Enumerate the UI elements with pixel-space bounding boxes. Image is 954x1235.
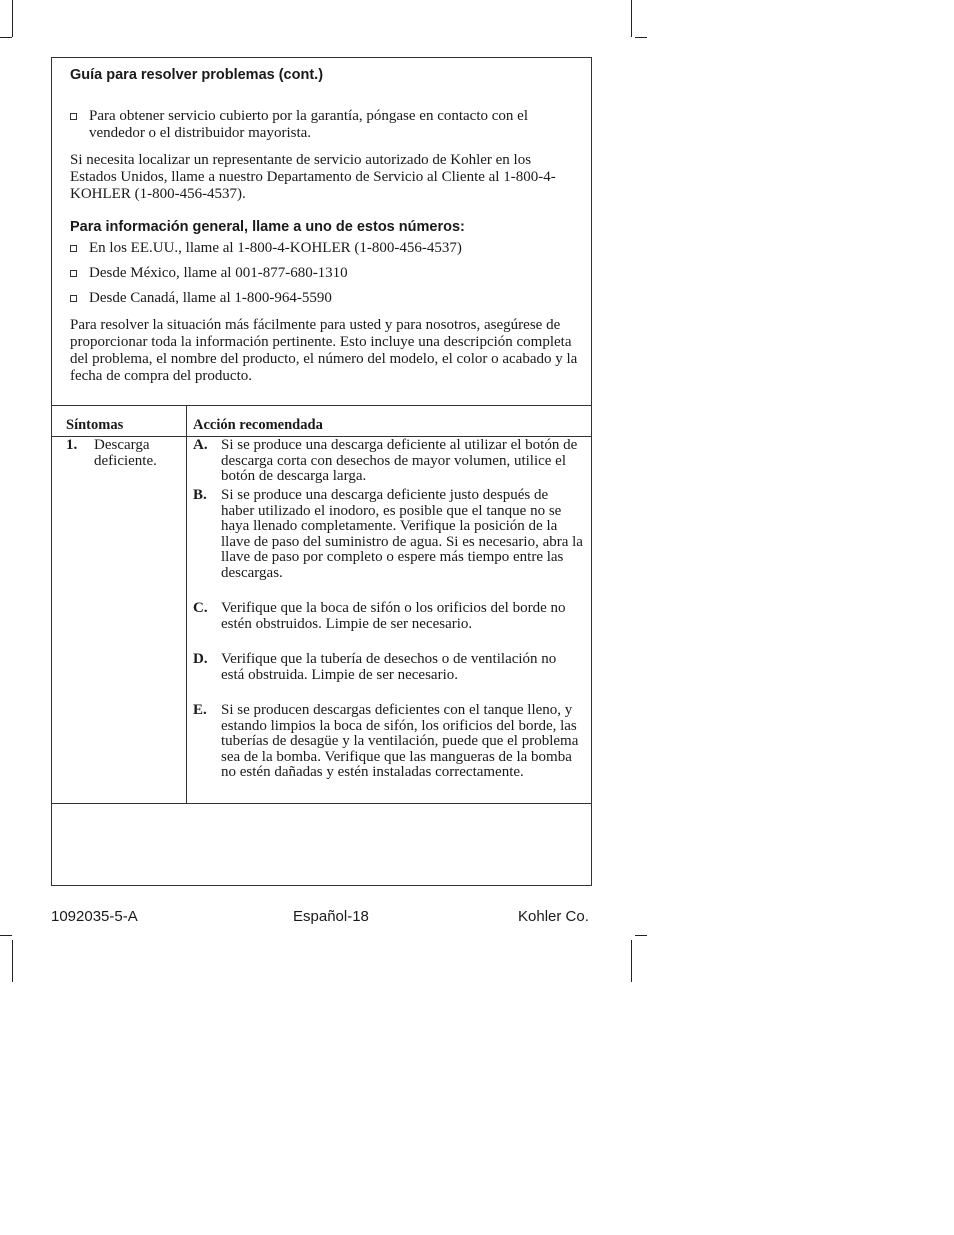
footer-page-number: Español-18: [293, 908, 369, 925]
footer-company: Kohler Co.: [518, 908, 589, 925]
checkbox-square-icon: [70, 113, 77, 120]
troubleshooting-frame: [51, 57, 592, 886]
crop-mark: [635, 37, 647, 38]
table-column-divider: [186, 405, 187, 804]
bullet-text: Desde Canadá, llame al 1-800-964-5590: [89, 290, 332, 306]
footer-doc-number: 1092035-5-A: [51, 908, 138, 925]
action-text: Verifique que la tubería de desechos o de ventilación no está obstruida. Limpie de ser necesario.: [221, 651, 557, 683]
crop-mark: [0, 37, 12, 38]
bullet-text: En los EE.UU., llame al 1-800-4-KOHLER (1-800-456-4537): [89, 240, 462, 256]
crop-mark: [631, 0, 632, 37]
general-info-heading: Para información general, llame a uno de estos números:: [70, 219, 465, 235]
action-text: Si se produce una descarga deficiente justo después de haber utilizado el inodoro, es posible que el tanque no se haya llenado completamente. Verifique la posición de la llave de paso del suministro de agua. Si es necesario, abra la llave de paso por completo o espere más tiempo entre las descargas.: [221, 487, 583, 581]
action-text: Si se producen descargas deficientes con el tanque lleno, y estando limpios la boca de sifón, los orificios del borde, las tuberías de desagüe y la ventilación, puede que el problema sea de la bomba. Verifique que las mangueras de la bomba no estén dañadas y estén instaladas correctamente.: [221, 702, 579, 780]
checkbox-square-icon: [70, 295, 77, 302]
action-text: Verifique que la boca de sifón o los orificios del borde no estén obstruidos. Limpie de ser necesario.: [221, 600, 566, 632]
crop-mark: [12, 0, 13, 37]
action-letter: A.: [193, 437, 208, 453]
symptom-text: Descarga deficiente.: [94, 437, 157, 469]
action-letter: D.: [193, 651, 208, 667]
section-heading: Guía para resolver problemas (cont.): [70, 67, 324, 83]
service-paragraph: Si necesita localizar un representante de servicio autorizado de Kohler en los Estados Unidos, llame a nuestro Departamento de Servicio al Cliente al 1-800-4-KOHLER (1-800-456-4537).: [70, 152, 556, 202]
action-text: Si se produce una descarga deficiente al utilizar el botón de descarga corta con desechos de mayor volumen, utilice el botón de descarga larga.: [221, 437, 578, 484]
action-letter: E.: [193, 702, 207, 718]
action-letter: C.: [193, 600, 208, 616]
crop-mark: [0, 935, 12, 936]
table-top-border: [52, 405, 591, 406]
table-header-action: Acción recomendada: [193, 417, 323, 433]
info-paragraph: Para resolver la situación más fácilmente para usted y para nosotros, asegúrese de proporcionar toda la información pertinente. Esto incluye una descripción completa del problema, el nombre del producto, el número del modelo, el color o acabado y la fecha de compra del producto.: [70, 317, 578, 384]
bullet-text: Desde México, llame al 001-877-680-1310: [89, 265, 348, 281]
table-header-symptoms: Síntomas: [66, 417, 124, 433]
bullet-text: Para obtener servicio cubierto por la garantía, póngase en contacto con el vendedor o el distribuidor mayorista.: [89, 108, 528, 141]
table-bottom-border: [52, 803, 591, 804]
checkbox-square-icon: [70, 270, 77, 277]
crop-mark: [12, 940, 13, 982]
crop-mark: [631, 940, 632, 982]
action-letter: B.: [193, 487, 207, 503]
crop-mark: [635, 935, 647, 936]
checkbox-square-icon: [70, 245, 77, 252]
symptom-number: 1.: [66, 437, 78, 453]
